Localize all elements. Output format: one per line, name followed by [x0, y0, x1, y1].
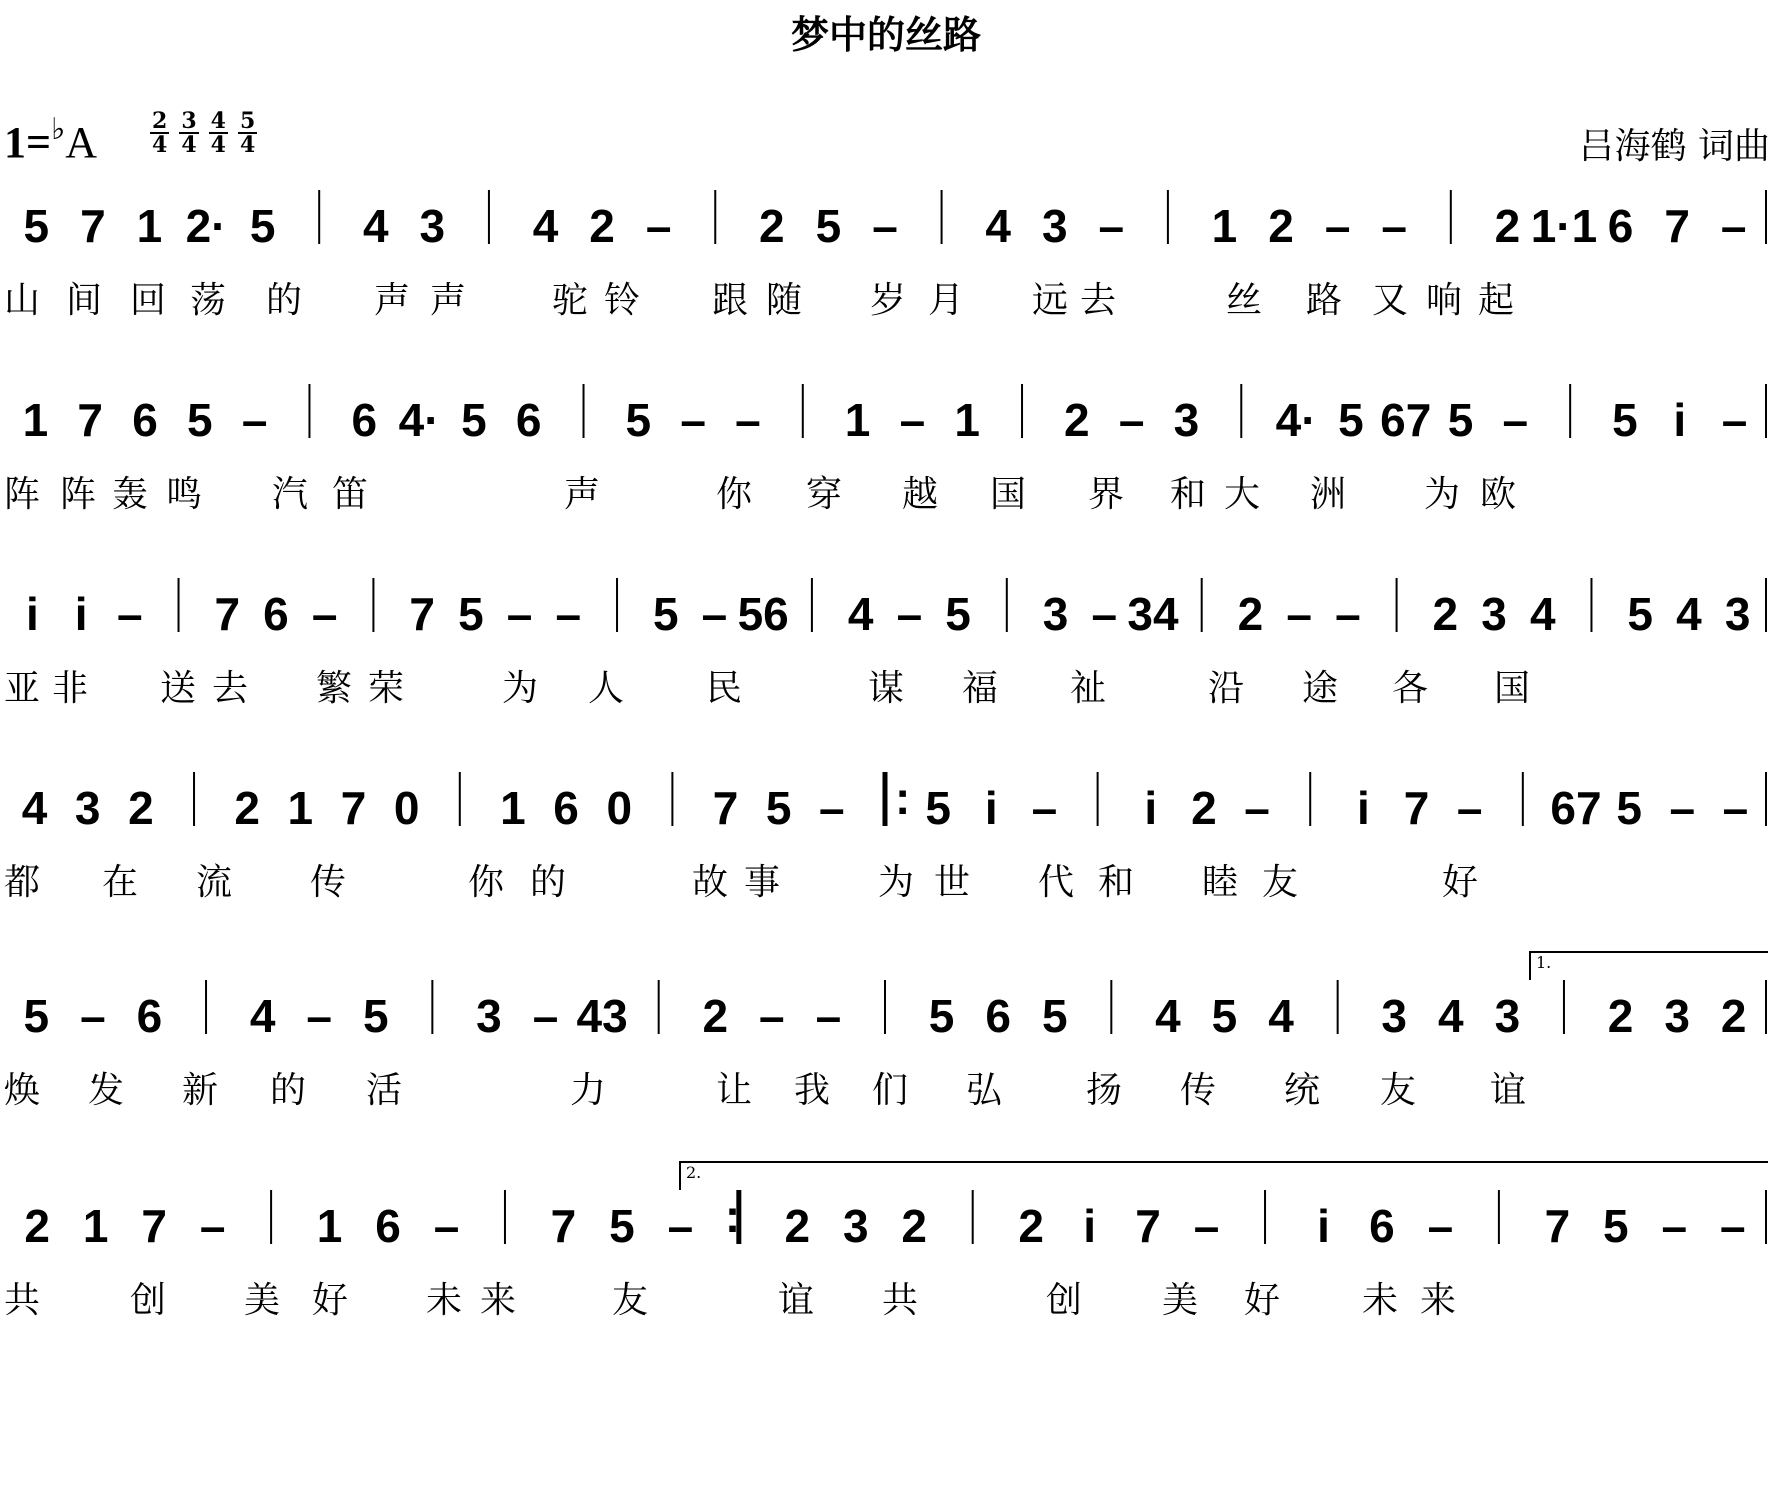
lyric-syllable: 未 — [426, 1280, 465, 1321]
dash-extension: – — [1427, 1200, 1454, 1252]
note: 5 — [1612, 394, 1638, 446]
dash-extension: – — [80, 990, 106, 1042]
lyric-syllable: 阵 — [60, 474, 99, 515]
note: 6 — [132, 394, 158, 446]
note: i — [1083, 1200, 1097, 1252]
lyric-syllable: 友 — [1262, 862, 1301, 903]
composer-credit: 吕海鹤 词曲 — [1578, 126, 1770, 167]
lyric-syllable: 荡 — [190, 280, 229, 321]
note: 4 — [1268, 990, 1294, 1042]
note: 4 — [847, 588, 874, 640]
note: 6 — [1369, 1200, 1395, 1252]
note: 67 — [1550, 782, 1602, 834]
note: 4 — [532, 200, 559, 252]
note: 6 — [553, 782, 579, 834]
dash-extension: – — [1719, 1200, 1746, 1252]
key-letter: A — [65, 118, 98, 167]
note: 4 — [249, 990, 276, 1042]
lyric-syllable: 随 — [766, 280, 805, 321]
dash-extension: – — [1720, 200, 1747, 252]
lyric-syllable: 来 — [480, 1280, 519, 1321]
lyric-syllable: 睦 — [1202, 862, 1241, 903]
note: 1·1 — [1530, 200, 1598, 252]
note: 6 — [136, 990, 163, 1042]
note: 4· — [398, 394, 440, 446]
note: i — [1356, 782, 1370, 834]
lyric-syllable: 弘 — [966, 1070, 1005, 1111]
note: 1 — [136, 200, 163, 252]
note: 4 — [1529, 588, 1556, 640]
lyric-syllable: 的 — [530, 862, 569, 903]
dash-extension: – — [1091, 588, 1118, 640]
note: 2 — [901, 1200, 928, 1252]
note: 5 — [609, 1200, 635, 1252]
note: 6 — [375, 1200, 401, 1252]
note: 6 — [1607, 200, 1634, 252]
note: 5 — [23, 200, 50, 252]
dash-extension: – — [1031, 782, 1058, 834]
dash-extension: – — [872, 200, 898, 252]
lyric-syllable: 阵 — [4, 474, 43, 515]
lyric-syllable: 谊 — [778, 1280, 817, 1321]
note: 6 — [263, 588, 289, 640]
note: 2 — [128, 782, 154, 834]
lyric-syllable: 我 — [794, 1070, 833, 1111]
note: 5 — [1211, 990, 1238, 1042]
lyric-syllable: 为 — [1424, 474, 1463, 515]
note: 2 — [1268, 200, 1294, 252]
lyric-syllable: 回 — [130, 280, 169, 321]
lyric-syllable: 岁 — [870, 280, 909, 321]
repeat-dots: : — [895, 772, 911, 824]
lyric-syllable: 去 — [1080, 280, 1119, 321]
lyric-syllable: 国 — [1494, 668, 1533, 709]
lyric-syllable: 的 — [270, 1070, 309, 1111]
lyric-syllable: 沿 — [1208, 668, 1247, 709]
lyric-syllable: 代 — [1038, 862, 1077, 903]
lyric-syllable: 活 — [366, 1070, 405, 1111]
lyric-syllable: 响 — [1426, 280, 1465, 321]
lyric-syllable: 跟 — [712, 280, 751, 321]
note: 3 — [842, 1200, 869, 1252]
lyric-syllable: 扬 — [1086, 1070, 1125, 1111]
lyric-syllable: 间 — [66, 280, 105, 321]
note: 67 — [1380, 394, 1432, 446]
note: 43 — [576, 990, 628, 1042]
lyric-syllable: 福 — [962, 668, 1001, 709]
lyric-syllable: 传 — [1180, 1070, 1219, 1111]
note: 3 — [476, 990, 502, 1042]
key-prefix: 1= — [4, 118, 52, 167]
notation-line — [0, 180, 1772, 270]
lyric-syllable: 美 — [244, 1280, 283, 1321]
lyric-syllable: 谋 — [868, 668, 907, 709]
lyric-syllable: 途 — [1302, 668, 1341, 709]
lyric-syllable: 洲 — [1310, 474, 1349, 515]
meter-4-4: $\frac{4}{4}$ — [210, 108, 226, 158]
note: 5 — [1041, 990, 1068, 1042]
note: 7 — [141, 1200, 167, 1252]
note: 3 — [1724, 588, 1751, 640]
dash-extension: – — [1669, 782, 1696, 834]
note: 3 — [1042, 588, 1069, 640]
note: 2 — [24, 1200, 51, 1252]
meter-2-4: $\frac{2}{4}$ — [152, 108, 168, 158]
meter-3-4: $\frac{3}{4}$ — [181, 108, 197, 158]
lyric-syllable: 祉 — [1070, 668, 1109, 709]
note: 56 — [737, 588, 789, 640]
lyric-syllable: 繁 — [316, 668, 355, 709]
lyric-syllable: 驼 — [552, 280, 591, 321]
lyric-syllable: 统 — [1284, 1070, 1323, 1111]
lyric-syllable: 鸣 — [166, 474, 205, 515]
repeat-dots: : — [724, 1190, 741, 1242]
lyric-syllable: 好 — [312, 1280, 351, 1321]
note: i — [25, 588, 39, 640]
lyric-syllable: 流 — [196, 862, 235, 903]
lyric-syllable: 远 — [1032, 280, 1071, 321]
notation-line — [0, 568, 1772, 658]
note: 6 — [985, 990, 1011, 1042]
lyric-syllable: 越 — [902, 474, 941, 515]
note: 2 — [1191, 782, 1217, 834]
lyric-syllable: 在 — [102, 862, 141, 903]
note: 3 — [1494, 990, 1521, 1042]
note: 5 — [815, 200, 842, 252]
dash-extension: – — [311, 588, 338, 640]
note: 7 — [1544, 1200, 1571, 1252]
note: 5 — [1447, 394, 1474, 446]
note: 1 — [954, 394, 981, 446]
note: 1 — [82, 1200, 109, 1252]
dash-extension: – — [1098, 200, 1125, 252]
note: 3 — [1173, 394, 1200, 446]
dash-extension: – — [1193, 1200, 1220, 1252]
lyric-syllable: 丝 — [1226, 280, 1265, 321]
lyric-syllable: 共 — [4, 1280, 43, 1321]
lyric-syllable: 又 — [1372, 280, 1411, 321]
dash-extension: – — [117, 588, 143, 640]
note: 5 — [1338, 394, 1364, 446]
note: 5 — [1616, 782, 1642, 834]
note: 2 — [1432, 588, 1459, 640]
note: 34 — [1127, 588, 1179, 640]
note: 4 — [362, 200, 389, 252]
dash-extension: – — [735, 394, 761, 446]
lyric-syllable: 欧 — [1480, 474, 1519, 515]
lyric-syllable: 民 — [706, 668, 745, 709]
note: 7 — [1403, 782, 1430, 834]
notation-line — [0, 762, 1772, 852]
lyric-syllable: 发 — [88, 1070, 127, 1111]
note: 1 — [22, 394, 49, 446]
note: 3 — [1481, 588, 1507, 640]
lyric-syllable: 亚 — [4, 668, 43, 709]
note: 3 — [1381, 990, 1408, 1042]
lyric-syllable: 山 — [4, 280, 43, 321]
lyric-syllable: 们 — [872, 1070, 911, 1111]
note: 3 — [74, 782, 101, 834]
flat-sign: ♭ — [51, 113, 66, 146]
meter-5-4: $\frac{5}{4}$ — [239, 108, 256, 158]
lyric-syllable: 好 — [1244, 1280, 1283, 1321]
score-system-4 — [0, 762, 1772, 962]
notation-line — [0, 374, 1772, 464]
lyric-syllable: 传 — [310, 862, 349, 903]
lyric-syllable: 你 — [716, 474, 755, 515]
note: 1 — [500, 782, 526, 834]
lyric-syllable: 的 — [266, 280, 305, 321]
note: 4· — [1275, 394, 1317, 446]
lyric-syllable: 起 — [1478, 280, 1517, 321]
lyric-syllable: 美 — [1162, 1280, 1201, 1321]
dash-extension: – — [532, 990, 559, 1042]
note: 5 — [945, 588, 971, 640]
volta-label: 2. — [686, 1163, 702, 1182]
dash-extension: – — [1502, 394, 1529, 446]
lyric-syllable: 声 — [564, 474, 603, 515]
lyric-syllable: 非 — [52, 668, 91, 709]
lyric-syllable: 声 — [430, 280, 469, 321]
note: 7 — [409, 588, 435, 640]
dash-extension: – — [433, 1200, 460, 1252]
note: 2 — [1494, 200, 1521, 252]
score-system-3 — [0, 568, 1772, 768]
note: 5 — [458, 588, 484, 640]
note: i — [74, 588, 88, 640]
note: 2 — [1237, 588, 1264, 640]
dash-extension: – — [819, 782, 845, 834]
song-title: 梦中的丝路 — [790, 13, 981, 57]
note: 7 — [340, 782, 367, 834]
score-system-2 — [0, 374, 1772, 574]
note: 7 — [550, 1200, 577, 1252]
dash-extension: – — [1244, 782, 1270, 834]
lyric-syllable: 笛 — [332, 474, 371, 515]
note: 2 — [589, 200, 615, 252]
dash-extension: – — [701, 588, 728, 640]
note: 7 — [712, 782, 739, 834]
dash-extension: – — [1324, 200, 1351, 252]
dash-extension: – — [896, 588, 923, 640]
lyric-syllable: 创 — [130, 1280, 169, 1321]
note: 7 — [1664, 200, 1690, 252]
note: 4 — [1676, 588, 1702, 640]
lyric-syllable: 荣 — [368, 668, 407, 709]
time-signatures — [150, 110, 257, 156]
note: i — [1673, 394, 1687, 446]
dash-extension: – — [1456, 782, 1483, 834]
lyric-syllable: 人 — [588, 668, 627, 709]
notation-line — [0, 1163, 1772, 1270]
dash-extension: – — [1335, 588, 1361, 640]
note: 6 — [515, 394, 542, 446]
lyric-syllable: 大 — [1224, 474, 1263, 515]
note: 5 — [461, 394, 487, 446]
lyric-syllable: 事 — [744, 862, 783, 903]
note: 1 — [316, 1200, 343, 1252]
lyric-syllable: 为 — [878, 862, 917, 903]
dash-extension: – — [815, 990, 842, 1042]
lyric-syllable: 界 — [1088, 474, 1127, 515]
note: 2 — [1607, 990, 1634, 1042]
lyric-syllable: 去 — [212, 668, 251, 709]
key-signature — [4, 112, 97, 168]
lyric-syllable: 和 — [1098, 862, 1137, 903]
dash-extension: – — [667, 1200, 694, 1252]
dash-extension: – — [1721, 394, 1748, 446]
note: 1 — [1211, 200, 1238, 252]
dash-extension: – — [1118, 394, 1145, 446]
lyric-syllable: 新 — [182, 1070, 221, 1111]
lyric-syllable: 创 — [1046, 1280, 1085, 1321]
dash-extension: – — [506, 588, 533, 640]
note: i — [1317, 1200, 1330, 1252]
note: 5 — [23, 990, 50, 1042]
note: 0 — [393, 782, 420, 834]
note: 2 — [234, 782, 260, 834]
note: 2· — [185, 200, 227, 252]
note: 7 — [214, 588, 241, 640]
dash-extension: – — [199, 1200, 226, 1252]
note: 5 — [652, 588, 679, 640]
lyric-syllable: 和 — [1170, 474, 1209, 515]
note: 5 — [362, 990, 389, 1042]
note: 7 — [77, 394, 104, 446]
lyric-syllable: 友 — [1380, 1070, 1419, 1111]
note: 5 — [187, 394, 213, 446]
dash-extension: – — [759, 990, 785, 1042]
note: 5 — [1627, 588, 1653, 640]
note: 3 — [1041, 200, 1068, 252]
lyric-syllable: 送 — [160, 668, 199, 709]
lyric-syllable: 力 — [570, 1070, 609, 1111]
note: 5 — [925, 782, 951, 834]
lyric-syllable: 让 — [716, 1070, 755, 1111]
lyric-syllable: 未 — [1362, 1280, 1401, 1321]
note: i — [984, 782, 998, 834]
lyric-syllable: 铃 — [604, 280, 643, 321]
dash-extension: – — [1661, 1200, 1688, 1252]
lyric-syllable: 焕 — [4, 1070, 43, 1111]
note: 0 — [606, 782, 633, 834]
lyric-syllable: 各 — [1392, 668, 1431, 709]
note: 4 — [985, 200, 1011, 252]
lyric-syllable: 故 — [692, 862, 731, 903]
note: 1 — [844, 394, 871, 446]
note: 2 — [1064, 394, 1090, 446]
note: 4 — [1155, 990, 1181, 1042]
note: 2 — [1720, 990, 1747, 1042]
dash-extension: – — [555, 588, 582, 640]
dash-extension: – — [680, 394, 706, 446]
lyric-syllable: 为 — [502, 668, 541, 709]
note: 4 — [1438, 990, 1464, 1042]
lyric-syllable: 友 — [612, 1280, 651, 1321]
dash-extension: – — [1722, 782, 1749, 834]
lyric-syllable: 汽 — [272, 474, 311, 515]
note: 2 — [702, 990, 729, 1042]
lyric-syllable: 来 — [1420, 1280, 1459, 1321]
note: 5 — [765, 782, 792, 834]
lyric-syllable: 谊 — [1490, 1070, 1529, 1111]
dash-extension: – — [1381, 200, 1408, 252]
note: 7 — [1135, 1200, 1161, 1252]
lyric-syllable: 穿 — [806, 474, 845, 515]
dash-extension: – — [645, 200, 672, 252]
note: 1 — [287, 782, 314, 834]
notation-line — [0, 953, 1772, 1060]
dash-extension: – — [1286, 588, 1312, 640]
lyric-syllable: 月 — [928, 280, 967, 321]
dash-extension: – — [306, 990, 332, 1042]
lyric-syllable: 轰 — [112, 474, 151, 515]
note: 6 — [351, 394, 378, 446]
note: 3 — [1664, 990, 1690, 1042]
dash-extension: – — [241, 394, 268, 446]
note: 2 — [759, 200, 785, 252]
note: 2 — [1018, 1200, 1044, 1252]
lyric-syllable: 国 — [990, 474, 1029, 515]
score-system-6 — [0, 1163, 1772, 1380]
note: 7 — [80, 200, 106, 252]
note: 5 — [625, 394, 652, 446]
lyric-syllable: 共 — [882, 1280, 921, 1321]
note: 5 — [1603, 1200, 1629, 1252]
note: i — [1144, 782, 1158, 834]
dash-extension: – — [899, 394, 926, 446]
lyric-syllable: 好 — [1442, 862, 1481, 903]
note: 5 — [249, 200, 276, 252]
note: 5 — [928, 990, 955, 1042]
note: 4 — [21, 782, 48, 834]
lyric-syllable: 路 — [1306, 280, 1345, 321]
note: 3 — [419, 200, 446, 252]
score-system-5 — [0, 953, 1772, 1170]
score-system-1 — [0, 180, 1772, 380]
lyric-syllable: 声 — [374, 280, 413, 321]
lyric-syllable: 你 — [468, 862, 507, 903]
lyric-syllable: 都 — [4, 862, 43, 903]
note: 2 — [784, 1200, 811, 1252]
volta-label: 1. — [1536, 953, 1552, 972]
lyric-syllable: 世 — [934, 862, 973, 903]
